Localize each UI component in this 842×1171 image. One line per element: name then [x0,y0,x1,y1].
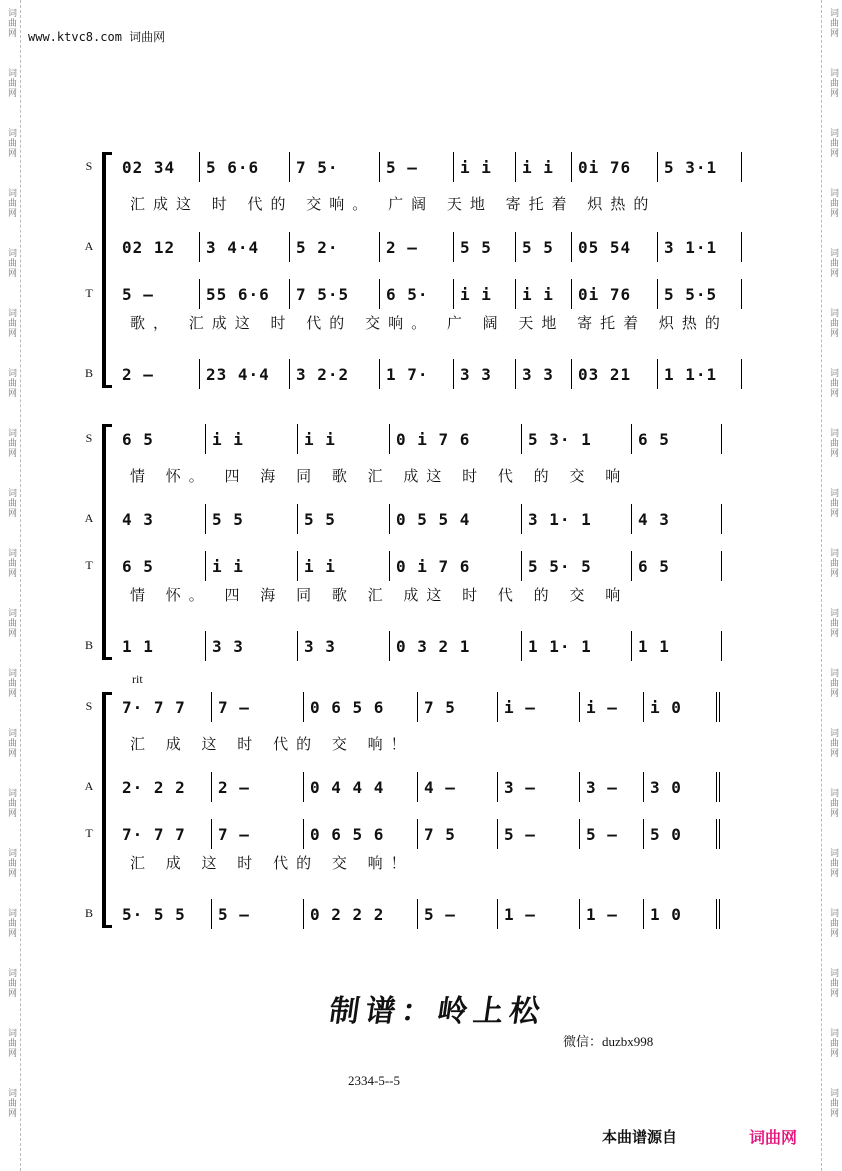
measure: 5 – [498,819,580,849]
measure: 1 1· 1 [522,631,632,661]
measure: 1 – [580,899,644,929]
system-bracket [102,692,106,928]
measure: i i [206,424,298,454]
measure: 0 6 5 6 [304,819,418,849]
staff-row-b [78,899,742,929]
watermark-text: 词曲网 [6,728,16,758]
watermark-text: 词曲网 [828,128,838,158]
measure: 4 – [418,772,498,802]
measure: 6 5 [632,551,722,581]
measure: 3 2·2 [290,359,380,389]
watermark-text: 词曲网 [828,8,838,38]
measure-cells [116,359,742,389]
watermark-text: 词曲网 [6,128,16,158]
watermark-text: 词曲网 [6,428,16,458]
measure: 6 5 [116,551,206,581]
measure: 4 3 [632,504,722,534]
measure: 5 3· 1 [522,424,632,454]
measure: 5 2· [290,232,380,262]
measure: i i [516,152,572,182]
date-code: 2334-5--5 [348,1073,400,1088]
tempo-marking: rit [132,672,143,686]
system-bracket [102,152,106,388]
staff-row-b [78,359,742,389]
measure: 3 3 [454,359,516,389]
watermark-text: 词曲网 [6,488,16,518]
watermark-text: 词曲网 [6,368,16,398]
measure: 1 0 [644,899,720,929]
watermark-text: 词曲网 [6,1028,16,1058]
measure: i i [454,152,516,182]
measure: 0i 76 [572,152,658,182]
measure: 5 – [418,899,498,929]
watermark-text: 词曲网 [828,248,838,278]
watermark-text: 词曲网 [6,788,16,818]
measure: 0 i 7 6 [390,551,522,581]
watermark-text: 词曲网 [6,68,16,98]
staff-row-b [78,631,742,661]
voice-label: B [84,906,93,920]
watermark-text: 词曲网 [828,968,838,998]
watermark-text: 词曲网 [828,548,838,578]
measure-cells [116,551,742,581]
measure-cells [116,631,742,661]
watermark-text: 词曲网 [6,548,16,578]
measure: 5 3·1 [658,152,742,182]
source-label: 本曲谱源自 [602,1128,678,1146]
measure: 1 1 [632,631,722,661]
measure-cells [116,772,742,802]
staff-row-a [78,772,742,802]
staff-row-t [78,279,742,309]
watermark-text: 词曲网 [6,188,16,218]
measure: 0 6 5 6 [304,692,418,722]
watermark-text: 词曲网 [6,668,16,698]
measure-cells [116,692,742,722]
watermark-text: 词曲网 [828,728,838,758]
measure-cells [116,424,742,454]
measure: 5 – [380,152,454,182]
measure: 5 5 [516,232,572,262]
wechat-contact: 微信：duzbx998 [563,1034,654,1049]
watermark-text: 词曲网 [828,188,838,218]
measure: 3 3 [206,631,298,661]
measure: 1 1 [116,631,206,661]
measure: 0 3 2 1 [390,631,522,661]
measure: 02 34 [116,152,200,182]
watermark-text: 词曲网 [828,788,838,818]
measure: 1 – [498,899,580,929]
measure: 3 – [498,772,580,802]
measure: 6 5 [116,424,206,454]
measure: i – [498,692,580,722]
measure: 0i 76 [572,279,658,309]
measure: 1 7· [380,359,454,389]
measure: 5 6·6 [200,152,290,182]
measure: i i [298,424,390,454]
measure: 3 – [580,772,644,802]
score-system [78,692,742,932]
watermark-text: 词曲网 [828,488,838,518]
voice-label: A [84,239,94,253]
voice-label: A [84,511,94,525]
staff-row-t [78,819,742,849]
score-system [78,152,742,392]
measure: 0 i 7 6 [390,424,522,454]
measure: 4 3 [116,504,206,534]
measure: 05 54 [572,232,658,262]
staff-row-t [78,551,742,581]
voice-label: S [85,431,93,445]
watermark-text: 词曲网 [828,608,838,638]
measure: 5 5 [454,232,516,262]
measure: 5 – [116,279,200,309]
measure: 3 1· 1 [522,504,632,534]
lyric-line: 歌， 汇成这 时 代的 交响。 广 阔 天地 寄托着 炽热的 [130,314,728,332]
measure: 3 4·4 [200,232,290,262]
measure: 7 5 [418,819,498,849]
watermark-text: 词曲网 [6,1088,16,1118]
measure: 5 – [580,819,644,849]
measure: 5 5 [298,504,390,534]
watermark-text: 词曲网 [828,848,838,878]
voice-label: T [85,286,93,300]
measure: 5 – [212,899,304,929]
watermark-text: 词曲网 [6,308,16,338]
measure: 0 2 2 2 [304,899,418,929]
measure-cells [116,819,742,849]
measure: 3 3 [298,631,390,661]
measure: 7 5·5 [290,279,380,309]
measure: 2 – [116,359,200,389]
measure: i 0 [644,692,720,722]
lyric-line: 情 怀。 四 海 同 歌 汇 成这 时 代 的 交 响 [130,467,629,485]
measure: 7· 7 7 [116,819,212,849]
measure: 5 5· 5 [522,551,632,581]
watermark-text: 词曲网 [828,308,838,338]
measure: i i [454,279,516,309]
measure: 02 12 [116,232,200,262]
staff-row-a [78,504,742,534]
watermark-text: 词曲网 [6,248,16,278]
measure: i i [298,551,390,581]
measure: 7· 7 7 [116,692,212,722]
watermark-text: 词曲网 [6,8,16,38]
measure: 5 5·5 [658,279,742,309]
voice-label: S [85,159,93,173]
measure: 3 3 [516,359,572,389]
voice-label: B [84,638,93,652]
lyric-line: 情 怀。 四 海 同 歌 汇 成这 时 代 的 交 响 [130,586,629,604]
measure-cells [116,279,742,309]
measure: 6 5 [632,424,722,454]
source-site-link[interactable]: 词曲网 [749,1128,798,1147]
measure: 3 0 [644,772,720,802]
arranger-credit: 制谱：岭上松 [327,994,548,1029]
measure: 6 5· [380,279,454,309]
voice-label: S [85,699,93,713]
voice-label: B [84,366,93,380]
watermark-text: 词曲网 [6,848,16,878]
measure: i i [206,551,298,581]
measure: 5 5 [206,504,298,534]
lyric-line: 汇成这 时 代的 交响。 广阔 天地 寄托着 炽热的 [130,195,657,213]
measure: 7 5 [418,692,498,722]
measure-cells [116,152,742,182]
watermark-text: 词曲网 [828,908,838,938]
voice-label: T [85,826,93,840]
voice-label: A [84,779,94,793]
watermark-text: 词曲网 [828,428,838,458]
measure: i i [516,279,572,309]
measure: 2 – [380,232,454,262]
watermark-text: 词曲网 [828,1088,838,1118]
measure: 55 6·6 [200,279,290,309]
measure: 5· 5 5 [116,899,212,929]
measure: 7 – [212,819,304,849]
measure: 7 – [212,692,304,722]
measure-cells [116,899,742,929]
watermark-text: 词曲网 [828,368,838,398]
measure-cells [116,504,742,534]
staff-row-s [78,692,742,722]
measure: 1 1·1 [658,359,742,389]
measure: 03 21 [572,359,658,389]
site-url: www.ktvc8.com 词曲网 [28,30,166,44]
measure: 0 5 5 4 [390,504,522,534]
measure-cells [116,232,742,262]
staff-row-a [78,232,742,262]
lyric-line: 汇 成 这 时 代的 交 响！ [130,854,414,872]
score-system [78,424,742,664]
measure: 3 1·1 [658,232,742,262]
watermark-text: 词曲网 [6,968,16,998]
watermark-text: 词曲网 [828,1028,838,1058]
measure: 7 5· [290,152,380,182]
voice-label: T [85,558,93,572]
staff-row-s [78,424,742,454]
lyric-line: 汇 成 这 时 代的 交 响！ [130,735,414,753]
watermark-text: 词曲网 [828,68,838,98]
watermark-text: 词曲网 [828,668,838,698]
measure: 2 – [212,772,304,802]
measure: 0 4 4 4 [304,772,418,802]
measure: 5 0 [644,819,720,849]
measure: 2· 2 2 [116,772,212,802]
measure: i – [580,692,644,722]
system-bracket [102,424,106,660]
measure: 23 4·4 [200,359,290,389]
watermark-text: 词曲网 [6,908,16,938]
staff-row-s [78,152,742,182]
watermark-text: 词曲网 [6,608,16,638]
